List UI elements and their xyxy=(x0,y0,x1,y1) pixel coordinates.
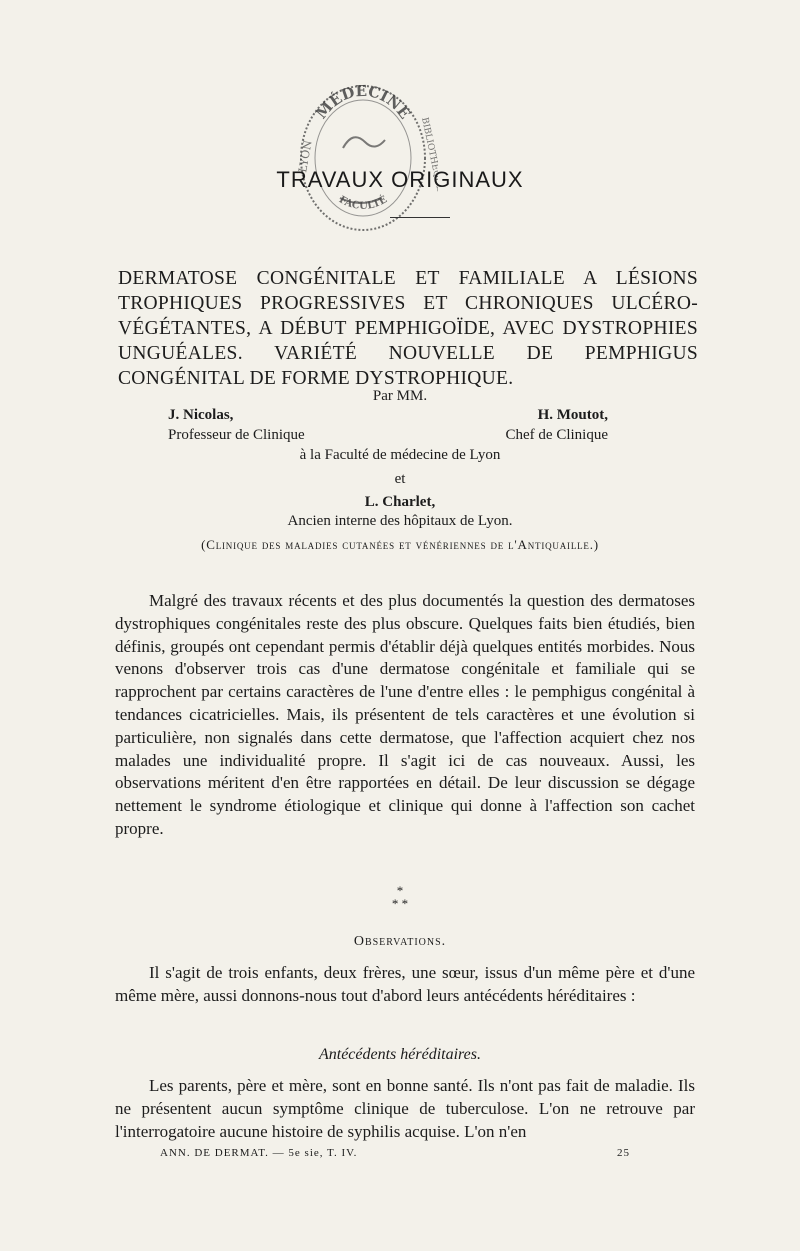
antecedents-heading: Antécédents héréditaires. xyxy=(318,1046,482,1063)
third-author-role: Ancien interne des hôpitaux de Lyon. xyxy=(287,513,513,529)
section-heading: TRAVAUX ORIGINAUX xyxy=(276,167,524,192)
svg-text:MÉDECINE: MÉDECINE xyxy=(312,81,414,123)
separator-bottom: * * xyxy=(391,896,409,911)
paragraph-text: Malgré des travaux récents et des plus documentés la question des dermatoses dystrophiques congénitales reste des plus obscure. Quelques faits bien étudiés, bien définis, groupés ont cependant permis d'établir déjà quelques entités morbides. Nous venons d'observer trois cas d'une dermatose congénitale et familiale qui se rapprochent par certains caractères de l'une d'entre elles : le pemphigus congénital à tendances cicatricielles. Mais, ils présentent de tels caractères et une évolution si particulière, non signalés dans cette dermatose, que l'affection acquiert chez nos malades une individualité propre. Il s'agit ici de cas nouveaux. Aussi, les observations méritent d'en être rapportées en détail. De leur discussion se dégage nettement le syndrome étiologique et clinique qui donne à l'affection son cachet propre. xyxy=(115,591,695,838)
svg-text:BIBLIOTHÈQUE: BIBLIOTHÈQUE xyxy=(419,116,438,193)
page-number: 25 xyxy=(617,1147,630,1159)
journal-reference: ANN. DE DERMAT. — 5e sie, T. IV. xyxy=(160,1147,358,1159)
svg-text:FACULTÉ: FACULTÉ xyxy=(336,194,390,212)
by-line: Par MM. xyxy=(372,388,428,404)
observations-paragraph xyxy=(115,962,695,1008)
svg-text:LYON: LYON xyxy=(296,139,315,174)
conjunction: et xyxy=(394,471,406,487)
authors-row xyxy=(168,407,608,424)
paragraph-text: Il s'agit de trois enfants, deux frères, une sœur, issus d'un même père et d'une même mère, aussi donnons-nous tout d'abord leurs antécédents héréditaires : xyxy=(115,963,695,1005)
clinic-affiliation: (Clinique des maladies cutanées et vénériennes de l'Antiquaille.) xyxy=(201,537,599,552)
author-role: Chef de Clinique xyxy=(505,427,608,443)
library-stamp xyxy=(288,78,438,238)
author-name: J. Nicolas, xyxy=(168,407,234,423)
observations-heading: Observations. xyxy=(353,934,447,949)
paragraph-text: Les parents, père et mère, sont en bonne santé. Ils n'ont pas fait de maladie. Ils ne présentent aucun symptôme clinique de tuberculose. L'on ne retrouve par l'interrogatoire aucune histoire de syphilis acquise. L'on n'en xyxy=(115,1076,695,1141)
roles-row xyxy=(168,427,608,444)
affiliation: à la Faculté de médecine de Lyon xyxy=(299,447,501,463)
page-footer xyxy=(160,1147,630,1159)
stamp-seal-icon xyxy=(288,78,438,238)
author-role: Professeur de Clinique xyxy=(168,427,305,443)
intro-paragraph xyxy=(115,590,695,841)
author-name: H. Moutot, xyxy=(537,407,608,423)
separator-top: * xyxy=(396,883,404,898)
heading-rule xyxy=(390,217,450,218)
third-author-name: L. Charlet, xyxy=(364,494,436,510)
antecedents-paragraph xyxy=(115,1075,695,1143)
article-title: DERMATOSE CONGÉNITALE ET FAMILIALE A LÉSIONS TROPHIQUES PROGRESSIVES ET CHRONIQUES ULCÉRO-VÉGÉTANTES, A DÉBUT PEMPHIGOÏDE, AVEC DYSTROPHIES UNGUÉALES. VARIÉTÉ NOUVELLE DE PEMPHIGUS CONGÉNITAL DE FORME DYSTROPHIQUE. xyxy=(118,268,698,389)
